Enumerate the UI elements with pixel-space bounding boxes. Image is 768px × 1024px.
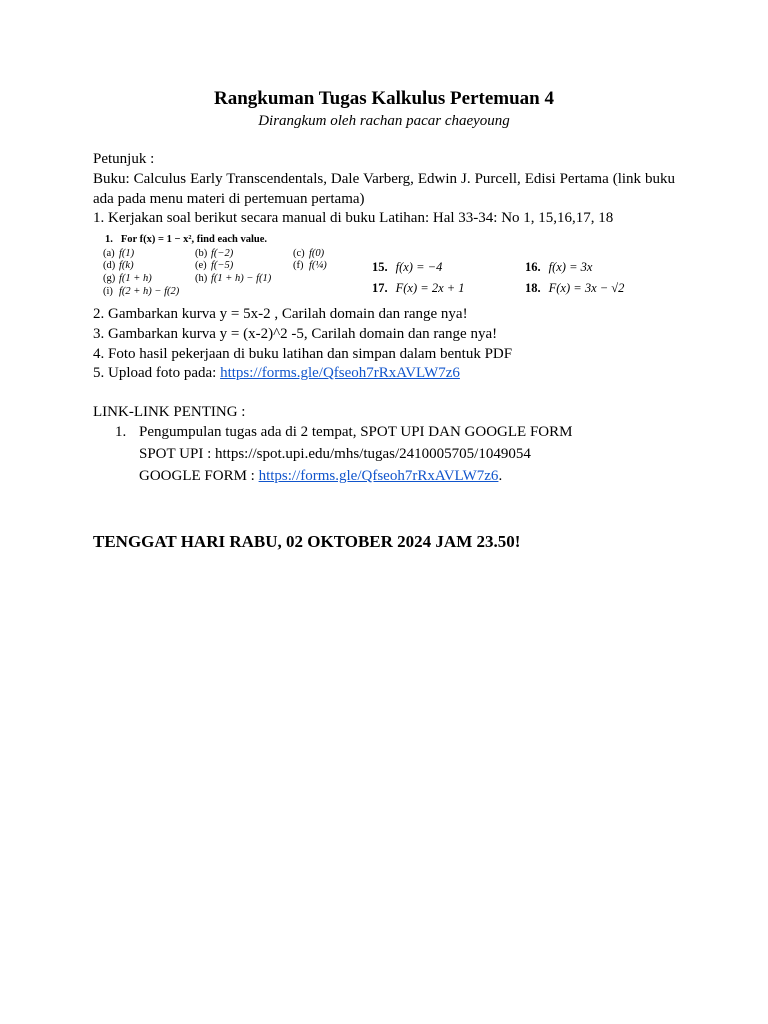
exercise-item: (f) f(¼) xyxy=(293,260,327,271)
list-item-text: Pengumpulan tugas ada di 2 tempat, SPOT UPI DAN GOOGLE FORM xyxy=(139,424,573,440)
exercise-header: 1. For f(x) = 1 − x², find each value. xyxy=(105,234,268,245)
task-3: 3. Gambarkan kurva y = (x-2)^2 -5, Carilah domain dan range nya! xyxy=(93,326,498,342)
task-4: 4. Foto hasil pekerjaan di buku latihan dan simpan dalam bentuk PDF xyxy=(93,346,513,362)
exercise-image xyxy=(100,232,645,302)
exercise-item: (i) f(2 + h) − f(2) xyxy=(103,286,180,297)
google-form-suffix: . xyxy=(498,468,503,484)
exercise-item: (h) f(1 + h) − f(1) xyxy=(195,273,272,284)
task-1: 1. Kerjakan soal berikut secara manual di buku Latihan: Hal 33-34: No 1, 15,16,17, 18 xyxy=(93,210,614,226)
google-form-link[interactable]: https://forms.gle/Qfseoh7rRxAVLW7z6 xyxy=(258,468,499,484)
document-subtitle: Dirangkum oleh rachan pacar chaeyoung xyxy=(258,113,510,129)
exercise-item: (a) f(1) xyxy=(103,248,135,259)
problem-17: 17. F(x) = 2x + 1 xyxy=(372,281,465,295)
buku-paragraph: Buku: Calculus Early Transcendentals, Dale Varberg, Edwin J. Purcell, Edisi Pertama (link buku ada pada menu materi di pertemuan pertama) xyxy=(93,171,675,207)
problem-18: 18. F(x) = 3x − √2 xyxy=(525,281,625,295)
problem-15: 15. f(x) = −4 xyxy=(372,260,443,274)
task-5-prefix: 5. Upload foto pada: xyxy=(93,365,221,381)
problem-16: 16. f(x) = 3x xyxy=(525,260,593,274)
google-form-prefix: GOOGLE FORM : xyxy=(139,468,259,484)
google-form-line xyxy=(139,468,502,485)
exercise-item: (b) f(−2) xyxy=(195,248,234,259)
exercise-item: (d) f(k) xyxy=(103,260,134,271)
task-2: 2. Gambarkan kurva y = 5x-2 , Carilah domain dan range nya! xyxy=(93,306,468,322)
links-heading: LINK-LINK PENTING : xyxy=(93,404,246,420)
exercise-item: (e) f(−5) xyxy=(195,260,234,271)
upload-form-link[interactable]: https://forms.gle/Qfseoh7rRxAVLW7z6 xyxy=(220,365,460,381)
petunjuk-label: Petunjuk : xyxy=(93,151,155,167)
exercise-item: (c) f(0) xyxy=(293,248,325,259)
task-5 xyxy=(93,364,675,384)
deadline-notice: TENGGAT HARI RABU, 02 OKTOBER 2024 JAM 23.50! xyxy=(93,532,521,551)
document-title: Rangkuman Tugas Kalkulus Pertemuan 4 xyxy=(214,88,554,109)
spot-upi-line: SPOT UPI : https://spot.upi.edu/mhs/tugas/2410005705/1049054 xyxy=(139,446,531,462)
exercise-item: (g) f(1 + h) xyxy=(103,273,152,284)
list-item-number: 1. xyxy=(115,424,127,440)
